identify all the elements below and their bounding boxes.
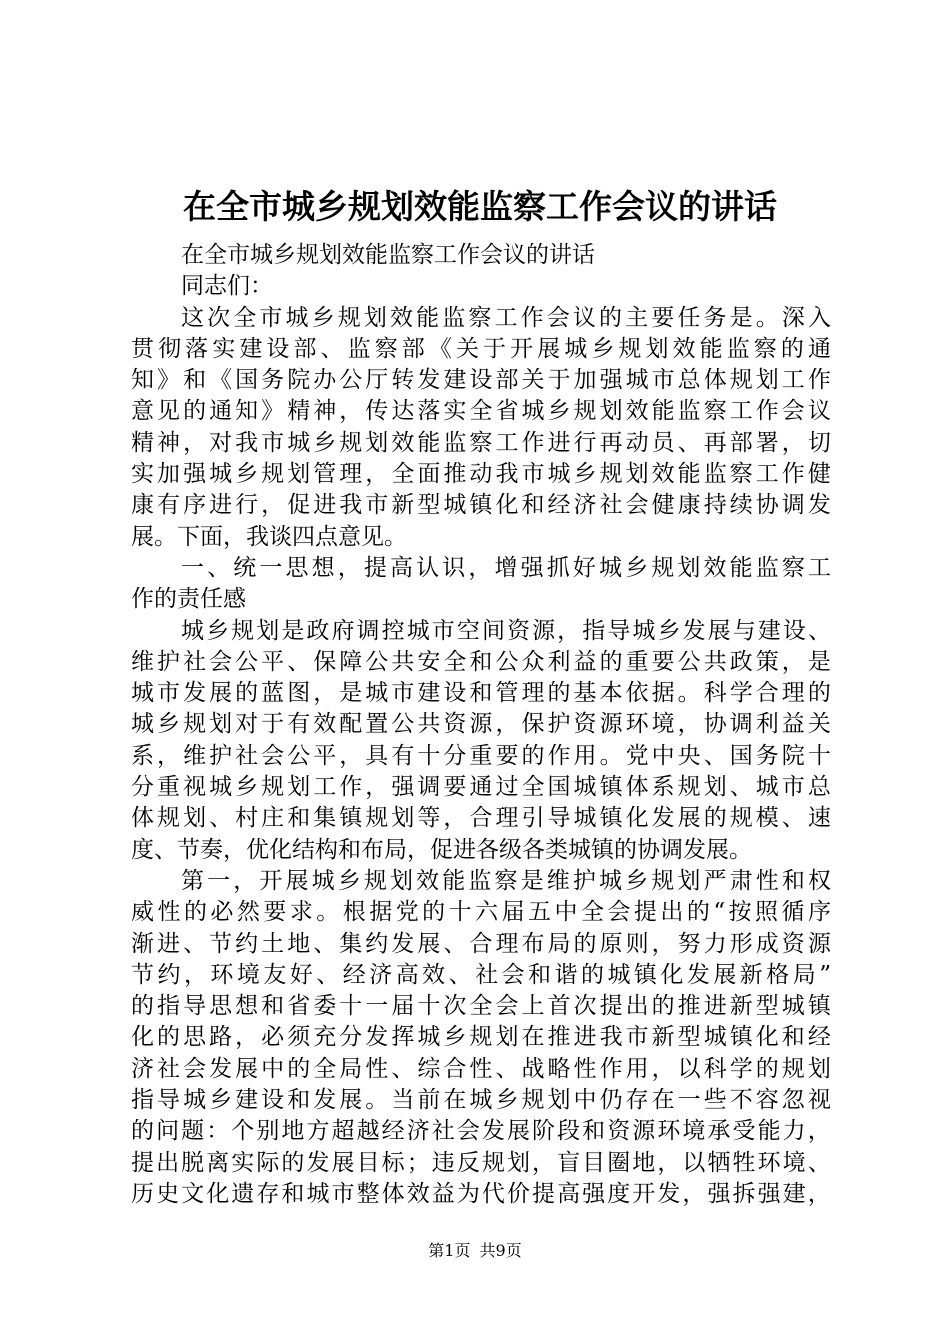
document-title: 在全市城乡规划效能监察工作会议的讲话	[183, 187, 777, 226]
body-line: 展。下面，我谈四点意见。	[131, 523, 407, 550]
body-line: 维 护 社 会 公 平 、 保 障 公 共 安 全 和 公 众 利 益 的 重 要 公 共 政 策 ， 是	[131, 648, 831, 675]
body-line: 济 社 会 发 展 中 的 全 局 性 、 综 合 性 、 战 略 性 作 用 ， 以 科 学 的 规 划	[131, 1055, 831, 1082]
body-line: 意 见 的 通 知 》 精 神 ， 传 达 落 实 全 省 城 乡 规 划 效 能 监 察 工 作 会 议	[131, 398, 831, 425]
body-line: 康 有 序 进 行 ， 促 进 我 市 新 型 城 镇 化 和 经 济 社 会 健 康 持 续 协 调 发	[131, 492, 831, 519]
body-line: 渐 进 、 节 约 土 地 、 集 约 发 展 、 合 理 布 局 的 原 则 ， 努 力 形 成 资 源	[131, 930, 831, 957]
body-line: 实 加 强 城 乡 规 划 管 理 ， 全 面 推 动 我 市 城 乡 规 划 效 能 监 察 工 作 健	[131, 461, 831, 488]
body-line: 历 史 文 化 遗 存 和 城 市 整 体 效 益 为 代 价 提 高 强 度 开 发 ， 强 拆 强 建 ，	[131, 1180, 831, 1207]
body-line: 分 重 视 城 乡 规 划 工 作 ， 强 调 要 通 过 全 国 城 镇 体 系 规 划 、 城 市 总	[131, 774, 831, 801]
page-total: 共9页	[479, 1241, 522, 1260]
body-line: 知 》 和 《 国 务 院 办 公 厅 转 发 建 设 部 关 于 加 强 城 市 总 体 规 划 工 作	[131, 367, 831, 394]
body-line: 度、节奏，优化结构和布局，促进各级各类城镇的协调发展。	[131, 836, 752, 863]
body-line: 威 性 的 必 然 要 求 。 根 据 党 的 十 六 届 五 中 全 会 提 出 的 “ 按 照 循 序	[131, 899, 831, 926]
body-line: 指 导 城 乡 建 设 和 发 展 。 当 前 在 城 乡 规 划 中 仍 存 在 一 些 不 容 忽 视	[131, 1087, 831, 1114]
body-line: 城 乡 规 划 对 于 有 效 配 置 公 共 资 源 ， 保 护 资 源 环 境 ， 协 调 利 益 关	[131, 711, 831, 738]
body-line: 城 乡 规 划 是 政 府 调 控 城 市 空 间 资 源 ， 指 导 城 乡 发 展 与 建 设 、	[181, 617, 831, 644]
body-line: 的 问 题 ： 个 别 地 方 超 越 经 济 社 会 发 展 阶 段 和 资 源 环 境 承 受 能 力 ，	[131, 1118, 831, 1145]
body-line: 体 规 划 、 村 庄 和 集 镇 规 划 等 ， 合 理 引 导 城 镇 化 发 展 的 规 模 、 速	[131, 805, 831, 832]
body-line: 在全市城乡规划效能监察工作会议的讲话	[181, 242, 595, 268]
body-line: 这 次 全 市 城 乡 规 划 效 能 监 察 工 作 会 议 的 主 要 任 务 是 。 深 入	[181, 304, 831, 331]
body-line: 城 市 发 展 的 蓝 图 ， 是 城 市 建 设 和 管 理 的 基 本 依 据 。 科 学 合 理 的	[131, 680, 831, 707]
body-line: 贯 彻 落 实 建 设 部 、 监 察 部 《 关 于 开 展 城 乡 规 划 效 能 监 察 的 通	[131, 335, 831, 362]
body-line: 同志们：	[181, 273, 273, 300]
body-line: 精 神 ， 对 我 市 城 乡 规 划 效 能 监 察 工 作 进 行 再 动 员 、 再 部 署 ， 切	[131, 429, 831, 456]
body-line: 的 指 导 思 想 和 省 委 十 一 届 十 次 全 会 上 首 次 提 出 的 推 进 新 型 城 镇	[131, 993, 831, 1020]
body-line: 第 一 ， 开 展 城 乡 规 划 效 能 监 察 是 维 护 城 乡 规 划 严 肃 性 和 权	[181, 867, 831, 894]
body-line: 化 的 思 路 ， 必 须 充 分 发 挥 城 乡 规 划 在 推 进 我 市 新 型 城 镇 化 和 经	[131, 1024, 831, 1051]
body-line: 系 ， 维 护 社 会 公 平 ， 具 有 十 分 重 要 的 作 用 。 党 中 央 、 国 务 院 十	[131, 742, 831, 769]
body-line: 作的责任感	[131, 586, 246, 613]
page-number: 第1页	[428, 1241, 471, 1260]
body-line: 一 、 统 一 思 想 ， 提 高 认 识 ， 增 强 抓 好 城 乡 规 划 效 能 监 察 工	[181, 554, 831, 581]
document-body	[131, 240, 831, 1210]
page-footer	[0, 1240, 950, 1262]
body-line: 提 出 脱 离 实 际 的 发 展 目 标 ； 违 反 规 划 ， 盲 目 圈 地 ， 以 牺 牲 环 境 、	[131, 1149, 831, 1176]
body-line: 节 约 ， 环 境 友 好 、 经 济 高 效 、 社 会 和 谐 的 城 镇 化 发 展 新 格 局 ”	[131, 961, 831, 988]
